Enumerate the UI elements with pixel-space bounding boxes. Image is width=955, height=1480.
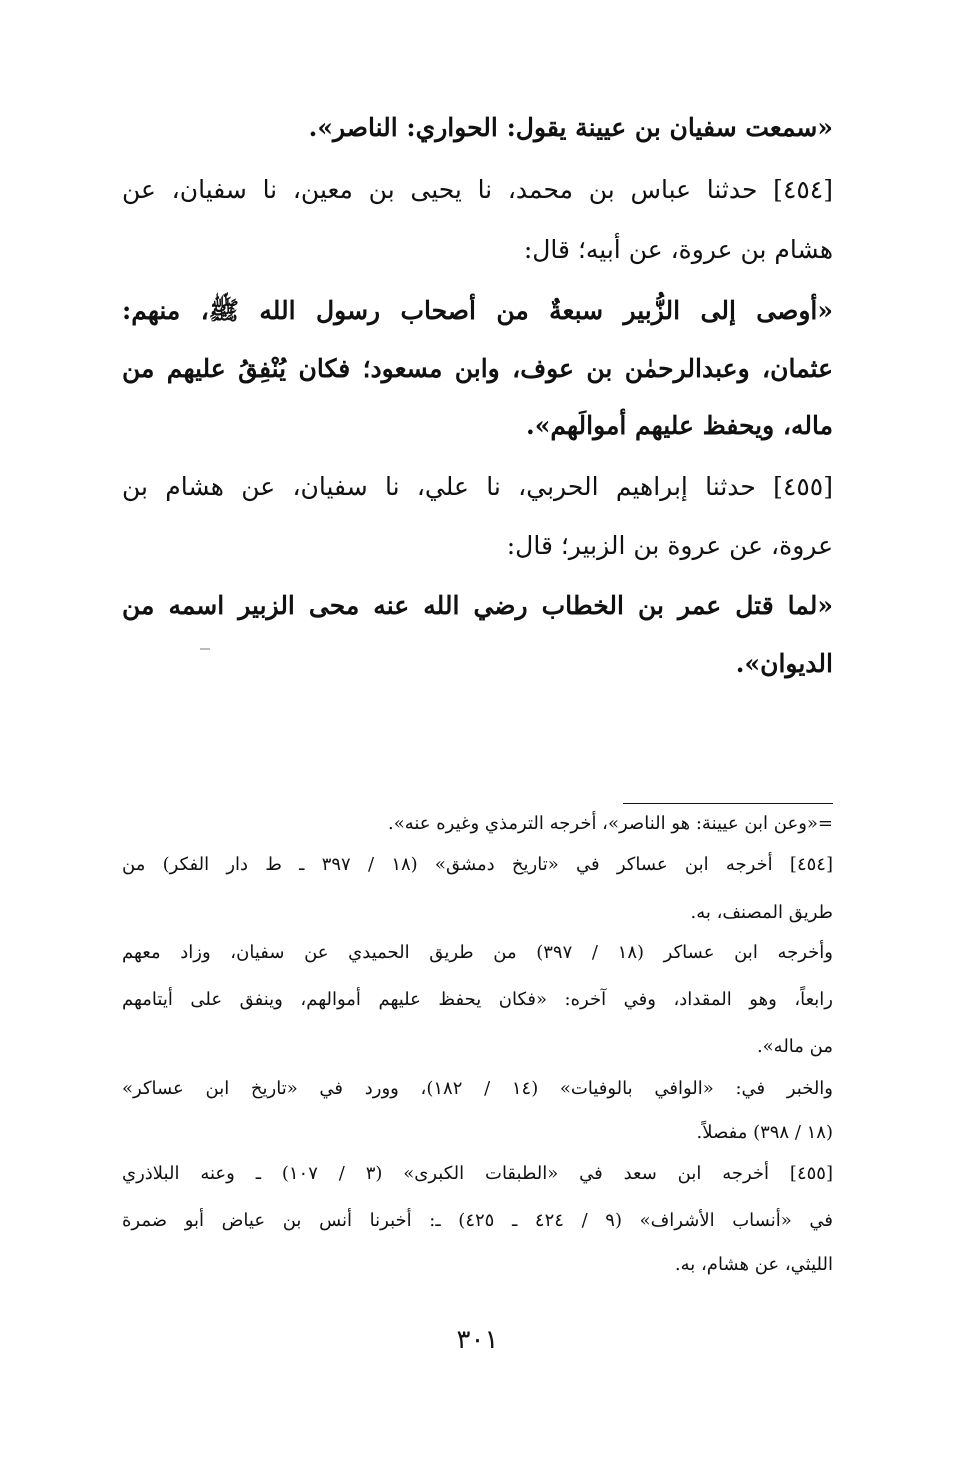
hadith-454-text-line-2: عثمان، وعبدالرحمٰن بن عوف، وابن مسعود؛ فكان يُنْفِقُ عليهم من bbox=[122, 354, 833, 383]
hadith-454-text-line-3: ماله، ويحفظ عليهم أموالَهم». bbox=[526, 411, 833, 440]
main-quote-line: «سمعت سفيان بن عيينة يقول: الحواري: الناصر». bbox=[308, 113, 833, 142]
footnote-454-line-2: طريق المصنف، به. bbox=[690, 902, 833, 923]
hadith-455-text-line-1: «لما قتل عمر بن الخطاب رضي الله عنه محى الزبير اسمه من bbox=[122, 591, 833, 620]
footnote-455-line-1: [٤٥٥] أخرجه ابن سعد في «الطبقات الكبرى» (٣ / ١٠٧) ـ وعنه البلاذري bbox=[122, 1163, 833, 1184]
hadith-454-chain-line-1: [٤٥٤] حدثنا عباس بن محمد، نا يحيى بن معين، نا سفيان، عن bbox=[122, 175, 833, 204]
footnote-454c-line-1: والخبر في: «الوافي بالوفيات» (١٤ / ١٨٢)، وورد في «تاريخ ابن عساكر» bbox=[122, 1078, 833, 1099]
hadith-455-text-line-2: الديوان». bbox=[735, 649, 833, 678]
footnote-454b-line-3: من ماله». bbox=[756, 1036, 833, 1057]
footnote-454b-line-2: رابعاً، وهو المقداد، وفي آخره: «فكان يحفظ عليهم أموالهم، وينفق على أيتامهم bbox=[122, 989, 833, 1010]
footnote-continuation-line: =«وعن ابن عيينة: هو الناصر»، أخرجه الترمذي وغيره عنه». bbox=[387, 813, 833, 834]
hadith-454-chain-line-2: هشام بن عروة، عن أبيه؛ قال: bbox=[523, 235, 833, 264]
stray-mark bbox=[200, 648, 210, 650]
footnote-454c-line-2: (١٨ / ٣٩٨) مفصلاً. bbox=[696, 1122, 833, 1143]
footnote-455-line-3: الليثي، عن هشام، به. bbox=[674, 1254, 833, 1275]
footnote-455-line-2: في «أنساب الأشراف» (٩ / ٤٢٤ ـ ٤٢٥) ـ: أخبرنا أنس بن عياض أبو ضمرة bbox=[122, 1210, 833, 1231]
footnote-454-line-1: [٤٥٤] أخرجه ابن عساكر في «تاريخ دمشق» (١٨ / ٣٩٧ ـ ط دار الفكر) من bbox=[122, 854, 834, 875]
footnote-454b-line-1: وأخرجه ابن عساكر (١٨ / ٣٩٧) من طريق الحميدي عن سفيان، وزاد معهم bbox=[122, 942, 833, 963]
hadith-455-chain-line-2: عروة، عن عروة بن الزبير؛ قال: bbox=[506, 531, 833, 560]
footnote-separator bbox=[623, 803, 833, 804]
page-number: ٣٠١ bbox=[456, 1325, 499, 1355]
hadith-455-chain-line-1: [٤٥٥] حدثنا إبراهيم الحربي، نا علي، نا سفيان، عن هشام بن bbox=[122, 472, 833, 501]
hadith-454-text-line-1: «أوصى إلى الزُّبير سبعةٌ من أصحاب رسول الله ﷺ، منهم: bbox=[122, 296, 833, 325]
